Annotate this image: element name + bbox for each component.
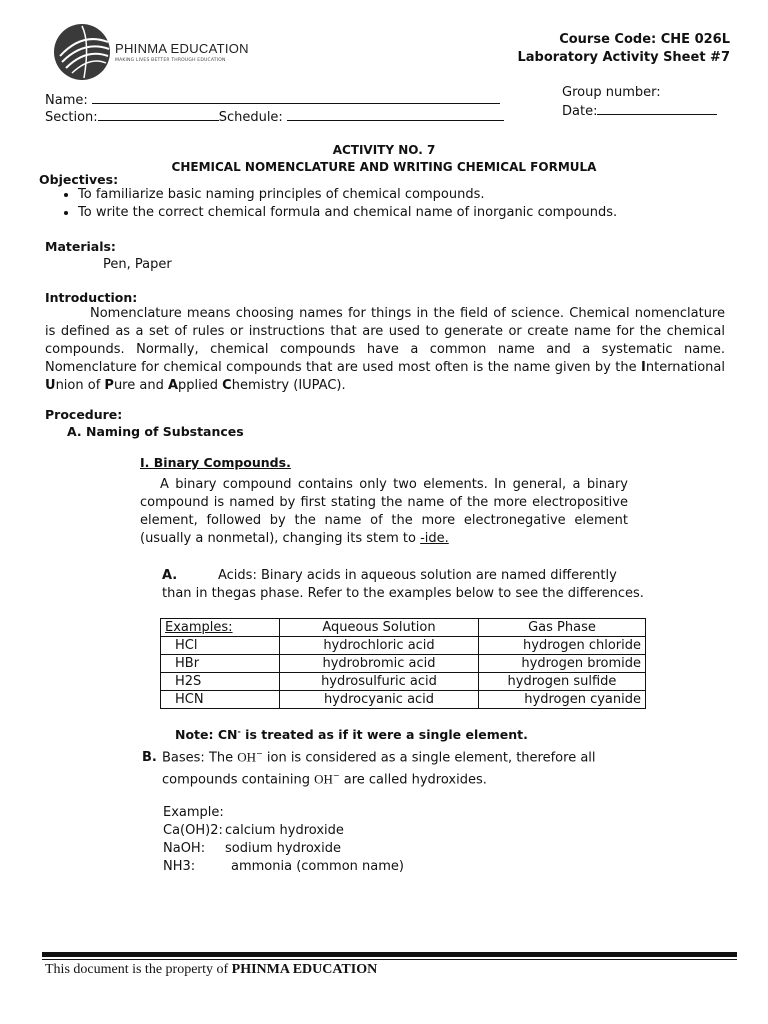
date-line[interactable] bbox=[597, 102, 717, 115]
example-row: NH3: ammonia (common name) bbox=[163, 859, 404, 874]
procedure-heading: Procedure: bbox=[45, 407, 123, 422]
course-code: Course Code: CHE 026L bbox=[559, 32, 730, 47]
acids-label: A. bbox=[162, 568, 178, 583]
section-a-heading: A. Naming of Substances bbox=[67, 424, 244, 439]
date-field[interactable] bbox=[562, 102, 717, 119]
table-row: H2S hydrosulfuric acid hydrogen sulfide bbox=[161, 673, 646, 691]
section-field[interactable] bbox=[45, 108, 504, 125]
table-header: Gas Phase bbox=[479, 619, 646, 637]
name-line[interactable] bbox=[92, 91, 500, 104]
example-label: Example: bbox=[163, 805, 224, 820]
footer-rule-thin bbox=[42, 959, 737, 960]
table-row: HCN hydrocyanic acid hydrogen cyanide bbox=[161, 691, 646, 709]
course-info bbox=[517, 31, 730, 67]
sheet-number: Laboratory Activity Sheet #7 bbox=[517, 50, 730, 65]
bases-label: B. bbox=[142, 750, 157, 766]
materials-heading: Materials: bbox=[45, 239, 116, 254]
bases-line2: compounds containing OH− are called hydroxides. bbox=[162, 771, 487, 788]
example-row: NaOH: sodium hydroxide bbox=[163, 841, 341, 856]
objective-item: • To familiarize basic naming principles of chemical compounds. bbox=[78, 186, 718, 204]
table-header: Aqueous Solution bbox=[280, 619, 479, 637]
table-header: Examples: bbox=[161, 619, 280, 637]
group-label: Group number: bbox=[562, 85, 661, 100]
introduction-text: Nomenclature means choosing names for things in the field of science. Chemical nomenclature is defined as a set of rules or instructions that are used to generate or create name for the chemical compounds. Normally, chemical compounds have a common name and a systematic name. Nomenclature for chemical compounds that are used most often is the name given by the International Union of Pure and Applied Chemistry (IUPAC). bbox=[45, 306, 725, 393]
note-text: Note: CN- is treated as if it were a single element. bbox=[175, 727, 528, 743]
binary-text: A binary compound contains only two elements. In general, a binary compound is named by first stating the name of the more electropositive element, followed by the name of the more electronegative element (usually a nonmetal), changing its stem to -ide. bbox=[140, 477, 628, 546]
date-label: Date: bbox=[562, 104, 598, 119]
acids-item bbox=[162, 568, 617, 583]
activity-title: CHEMICAL NOMENCLATURE AND WRITING CHEMICAL FORMULA bbox=[171, 160, 597, 174]
name-field[interactable] bbox=[45, 91, 500, 108]
footer-rule bbox=[42, 952, 737, 957]
binary-heading: I. Binary Compounds. bbox=[140, 455, 291, 470]
group-field[interactable] bbox=[562, 85, 661, 100]
acids-line2: than in thegas phase. Refer to the examples below to see the differences. bbox=[162, 586, 644, 601]
logo-tagline: MAKING LIVES BETTER THROUGH EDUCATION bbox=[115, 58, 226, 63]
example-row: Ca(OH)2: calcium hydroxide bbox=[163, 823, 344, 838]
section-line[interactable] bbox=[98, 108, 219, 121]
activity-number: ACTIVITY NO. 7 bbox=[332, 143, 436, 157]
schedule-line[interactable] bbox=[287, 108, 504, 121]
schedule-label: Schedule: bbox=[218, 110, 283, 125]
materials-text: Pen, Paper bbox=[103, 257, 172, 272]
examples-table bbox=[160, 618, 646, 709]
name-label: Name: bbox=[45, 93, 88, 108]
table-header-row bbox=[161, 619, 646, 637]
table-row: HCl hydrochloric acid hydrogen chloride bbox=[161, 637, 646, 655]
introduction-heading: Introduction: bbox=[45, 290, 138, 305]
section-label: Section: bbox=[45, 110, 98, 125]
objectives-list bbox=[58, 186, 718, 222]
objective-item: • To write the correct chemical formula and chemical name of inorganic compounds. bbox=[78, 204, 718, 222]
bases-item: B. Bases: The OH− ion is considered as a single element, therefore all bbox=[142, 749, 596, 766]
logo-name: PHINMA EDUCATION bbox=[115, 41, 249, 56]
acids-line1: Acids: Binary acids in aqueous solution are named differently bbox=[218, 568, 617, 583]
objectives-heading: Objectives: bbox=[39, 172, 119, 187]
table-row: HBr hydrobromic acid hydrogen bromide bbox=[161, 655, 646, 673]
footer-text: This document is the property of PHINMA EDUCATION bbox=[45, 962, 378, 977]
